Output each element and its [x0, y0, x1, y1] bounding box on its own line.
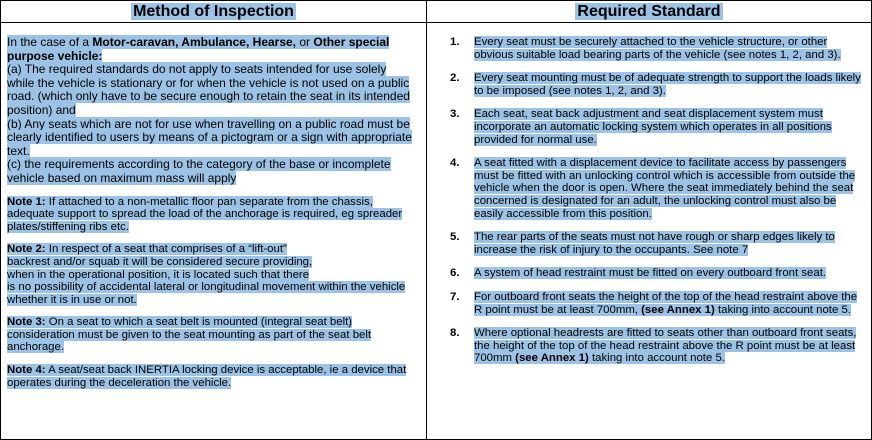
- intro-paragraph: [7, 36, 417, 186]
- intro-text: In the case of a: [7, 35, 93, 49]
- item-text-tail: taking into account note 5.: [714, 303, 851, 316]
- header-left-text: Method of Inspection: [133, 3, 294, 20]
- item-text: A system of head restraint must be fitted on every outboard front seat.: [474, 267, 827, 280]
- item-number: 7.: [450, 290, 460, 303]
- note-text: A seat/seat back INERTIA locking device is acceptable, ie a device that operates during the deceleration the vehicle.: [7, 364, 407, 389]
- annex-reference: (see Annex 1): [515, 352, 589, 365]
- header-method-of-inspection: [1, 1, 426, 22]
- item-number: 1.: [450, 36, 460, 48]
- item-number: 8.: [450, 327, 460, 340]
- method-column: [7, 36, 417, 399]
- standard-item-7: [450, 291, 862, 316]
- note-3: [7, 316, 417, 354]
- note-text: If attached to a non-metallic floor pan separate from the chassis, adequate support to spread the load of the anchorage is required, eg spreader plates/stiffening ribs etc.: [7, 195, 403, 233]
- standard-item-2: [450, 72, 862, 97]
- intro-clause-c: (c) the requirements according to the category of the base or incomplete vehicle based on maximum mass will apply: [7, 157, 391, 185]
- item-number: 5.: [450, 231, 460, 244]
- item-text: Every seat mounting must be of adequate strength to support the loads likely to be imposed (see notes 1, 2, and 3).: [474, 72, 861, 97]
- note-4: [7, 364, 417, 389]
- note-label: Note 3:: [7, 316, 46, 329]
- note-text: On a seat to which a seat belt is mounted (integral seat belt) consideration must be given to the seat mounting as part of the seat belt anchorage.: [7, 316, 372, 354]
- item-number: 2.: [450, 72, 460, 85]
- item-number: 3.: [450, 108, 460, 121]
- header-right-text: Required Standard: [577, 3, 721, 20]
- standard-item-1: [450, 36, 862, 61]
- note-label: Note 1:: [7, 195, 46, 208]
- note-label: Note 4:: [7, 364, 46, 377]
- column-divider: [426, 1, 427, 439]
- standard-column: [450, 36, 862, 376]
- standard-item-3: [450, 108, 862, 146]
- note-2: [7, 243, 417, 306]
- item-text: Every seat must be securely attached to the vehicle structure, or other obvious suitable load bearing parts of the vehicle (see notes 1, 2, and 3).: [474, 36, 841, 61]
- note-1: [7, 196, 417, 234]
- intro-special-purpose: Other special purpose vehicle:: [7, 35, 390, 63]
- note-text: In respect of a seat that comprises of a “lift-out” backrest and/or squab it will be considered secure providing, when in the operational position, it is located such that there is no possibility of accidental lateral or longitudinal movement within the vehicle whether it is in use or not.: [7, 243, 406, 306]
- note-label: Note 2:: [7, 243, 46, 256]
- intro-clause-a: (a) The required standards do not apply to seats intended for use solely while the vehicle is stationary or for when the vehicle is not used on a public road. (which only have to be secure enough to retain the seat in its intended position) and: [7, 62, 410, 117]
- item-text: For outboard front seats the height of the top of the head restraint above the R point must be at least 700mm,: [474, 290, 858, 316]
- standard-item-6: [450, 267, 862, 280]
- standard-item-8: [450, 327, 862, 365]
- item-text: The rear parts of the seats must not have rough or sharp edges likely to increase the risk of injury to the occupants. See note 7: [474, 231, 835, 256]
- item-text-tail: taking into account note 5.: [588, 352, 725, 365]
- item-text: A seat fitted with a displacement device to facilitate access by passengers must be fitted with an unlocking control which is accessible from outside the vehicle when the door is open. Where the seat immediately behind the seat concerned is designated for an adult, the unlocking control must also be easily accessible from this position.: [474, 157, 856, 220]
- annex-reference: (see Annex 1): [641, 303, 715, 316]
- item-text: Each seat, seat back adjustment and seat displacement system must incorporate an automatic locking system which operates in all positions provided for normal use.: [474, 108, 832, 146]
- intro-vehicle-types: Motor-caravan, Ambulance, Hearse,: [92, 35, 297, 49]
- standard-item-5: [450, 231, 862, 256]
- header-divider: [1, 22, 871, 23]
- intro-or: or: [296, 35, 314, 49]
- item-text: Where optional headrests are fitted to seats other than outboard front seats, the height of the top of the head restraint above the R point must be at least 700mm: [474, 327, 857, 365]
- intro-clause-b: (b) Any seats which are not for use when travelling on a public road must be clearly identified to users by means of a pictogram or a sign with appropriate text.: [7, 116, 412, 158]
- item-number: 6.: [450, 267, 460, 280]
- standard-item-4: [450, 157, 862, 220]
- item-number: 4.: [450, 157, 460, 170]
- header-required-standard: [427, 1, 871, 22]
